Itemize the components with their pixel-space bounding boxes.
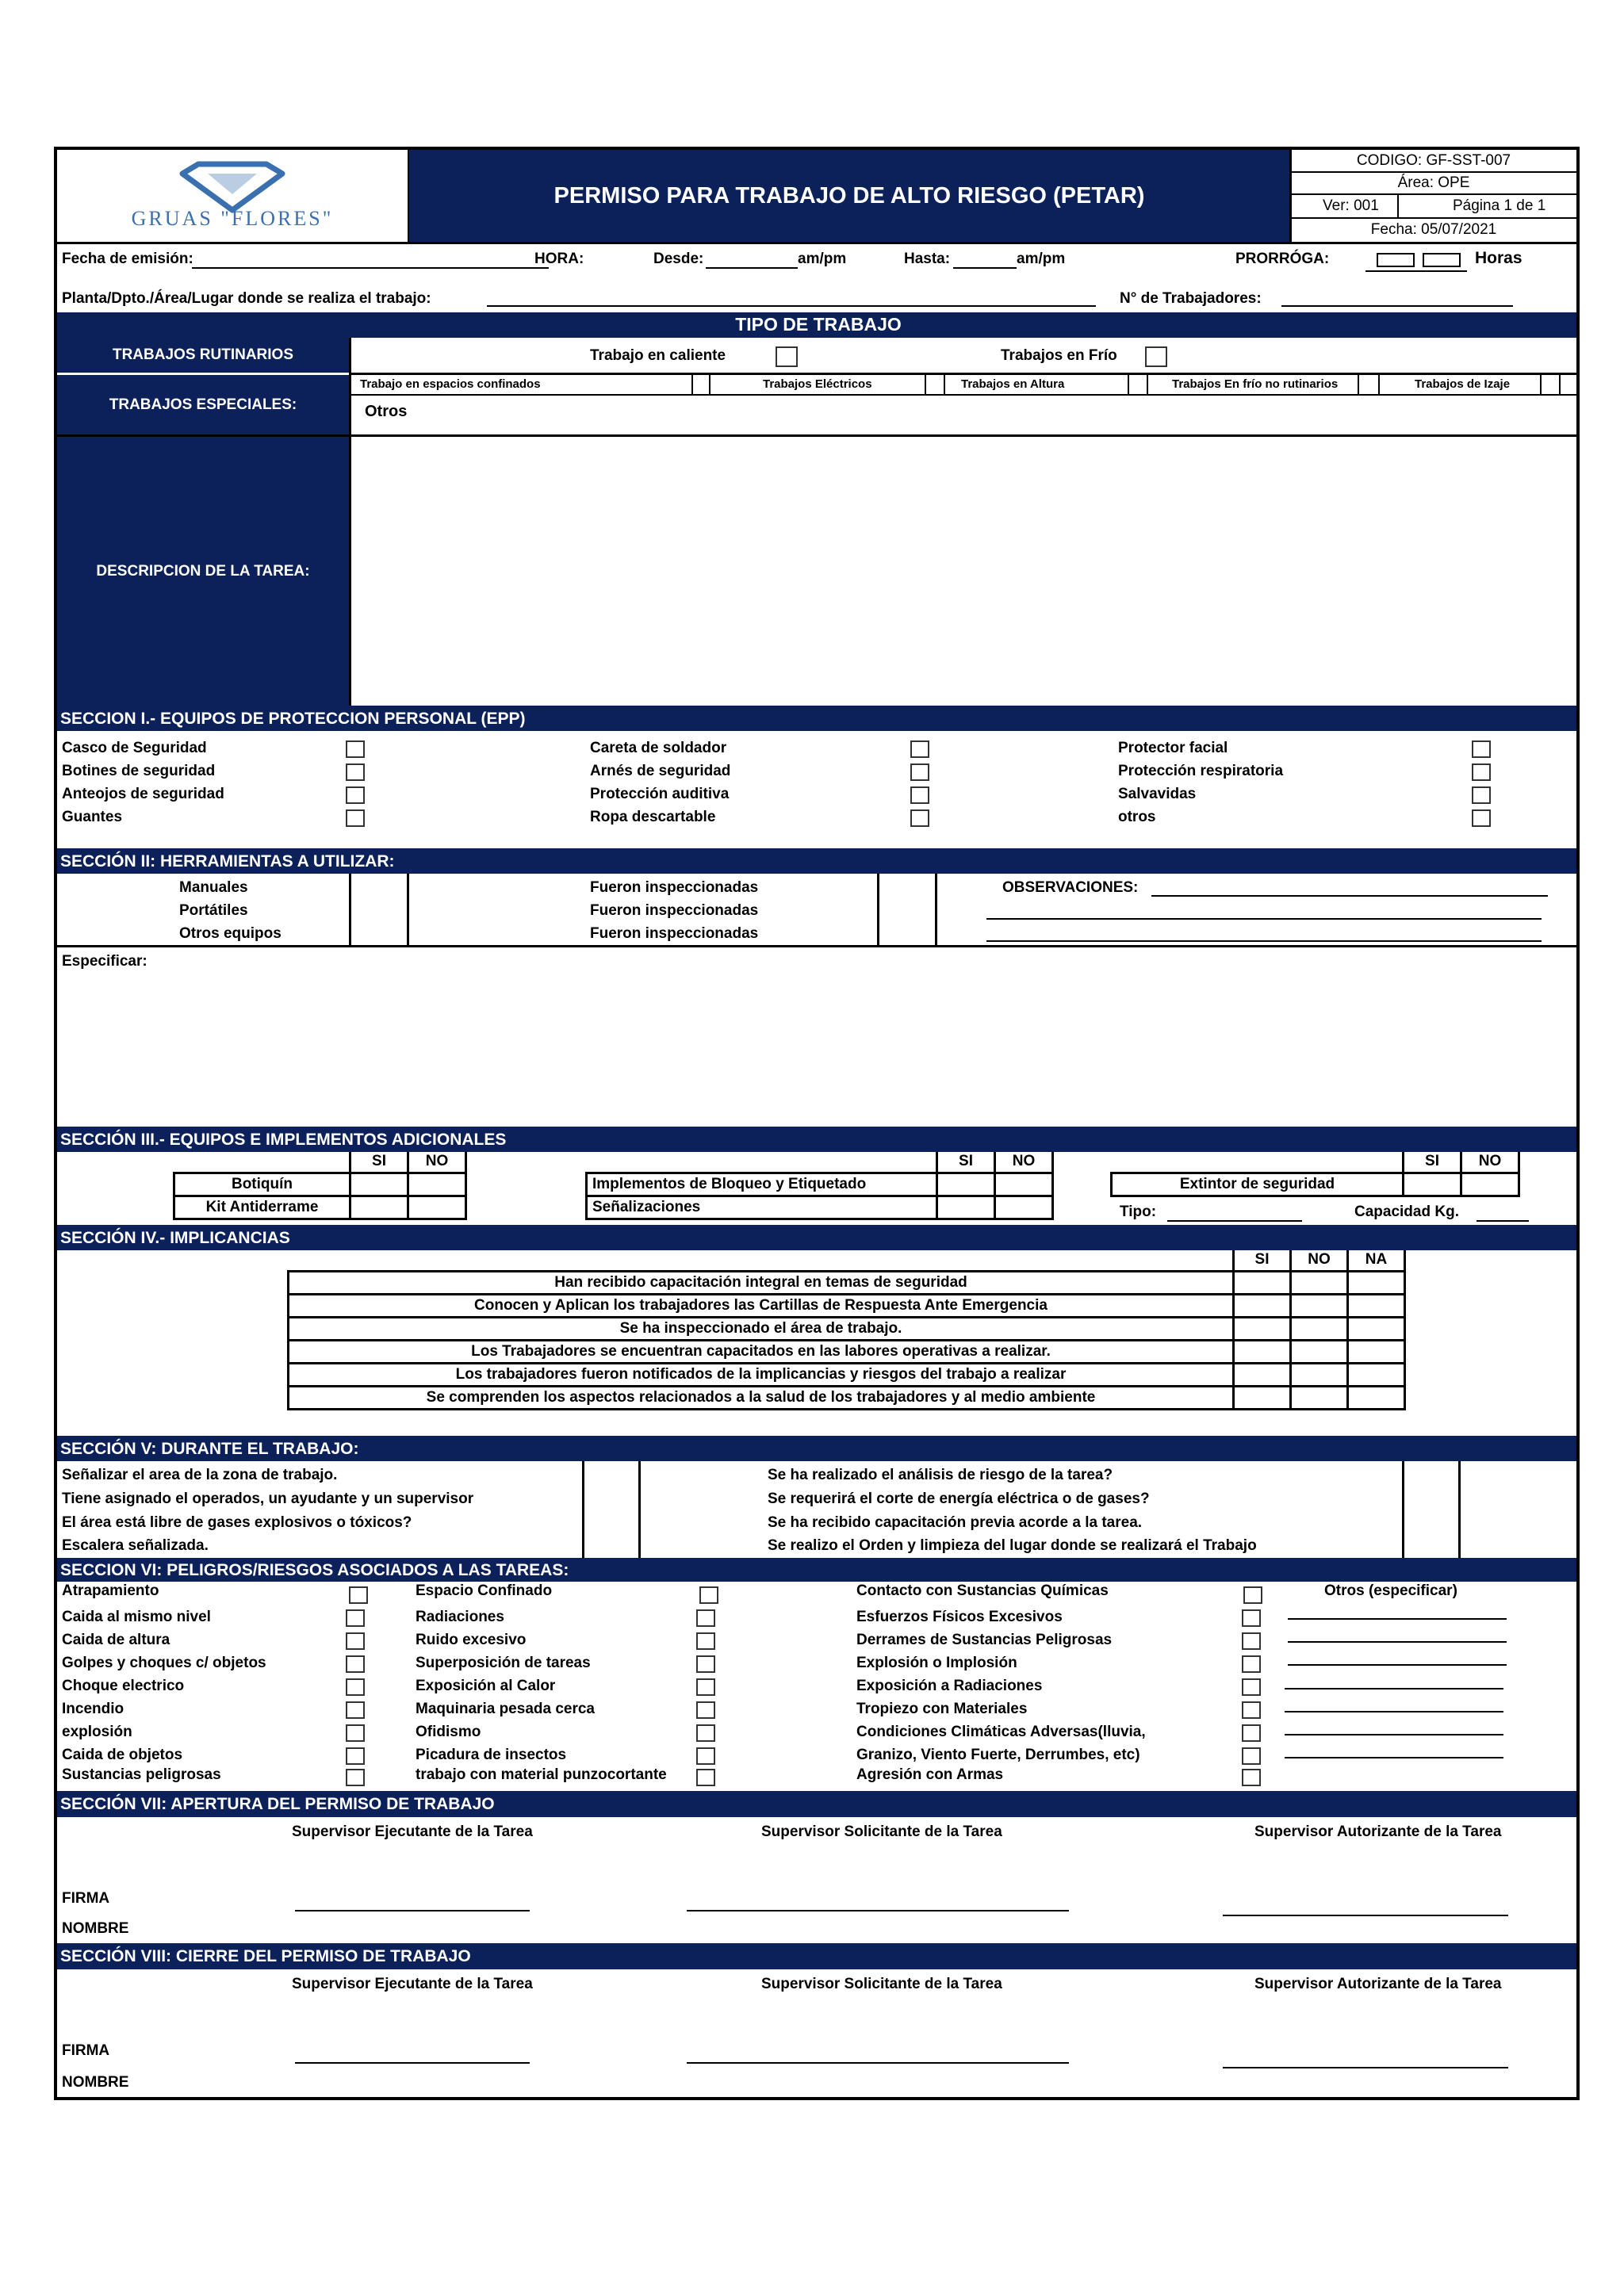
bloqueo-si[interactable]: [936, 1172, 996, 1197]
implicancia-row-5: Los trabajadores fueron notificados de la implicancias y riesgos del trabajo a realizar: [287, 1362, 1235, 1387]
otros-line-3[interactable]: [1288, 1664, 1507, 1666]
tool-portatiles-box[interactable]: [349, 896, 409, 920]
implicancia-4-si[interactable]: [1232, 1339, 1292, 1364]
doc-control: [1291, 150, 1576, 242]
riesgo-c1-2: Caida al mismo nivel: [62, 1609, 211, 1625]
sec4-na-header: NA: [1346, 1250, 1406, 1272]
riesgo-c1-5-checkbox[interactable]: [346, 1678, 365, 1696]
desde-label: Desde:: [653, 251, 704, 267]
riesgo-c3-6: Tropiezo con Materiales: [856, 1701, 1028, 1717]
implicancia-4-no[interactable]: [1289, 1339, 1349, 1364]
otros-line-5[interactable]: [1285, 1711, 1503, 1712]
durante-right-4-box[interactable]: [1402, 1530, 1461, 1558]
especial-altura-label: Trabajos en Altura: [961, 377, 1065, 391]
otros-line-1[interactable]: [1288, 1618, 1507, 1620]
durante-right-2-box[interactable]: [1402, 1484, 1461, 1510]
bloqueo-no[interactable]: [994, 1172, 1054, 1197]
sec3-no-header-2: NO: [994, 1152, 1054, 1174]
epp-anteojos-label: Anteojos de seguridad: [62, 786, 224, 802]
extintor-no[interactable]: [1460, 1172, 1520, 1197]
riesgo-c1-3: Caida de altura: [62, 1632, 170, 1648]
riesgo-c1-8: Caida de objetos: [62, 1747, 183, 1763]
cierre-firma-autorizante[interactable]: [1223, 2067, 1508, 2068]
epp-respiratoria-label: Protección respiratoria: [1118, 763, 1284, 779]
kit-si[interactable]: [349, 1195, 409, 1220]
implicancia-2-no[interactable]: [1289, 1293, 1349, 1318]
riesgo-c1-4: Golpes y choques c/ objetos: [62, 1655, 266, 1671]
especial-altura-checkbox[interactable]: [1129, 375, 1148, 394]
extintor-label: Extintor de seguridad: [1110, 1172, 1404, 1197]
riesgo-c3-9-checkbox[interactable]: [1242, 1769, 1261, 1786]
riesgo-c1-7: explosión: [62, 1724, 132, 1740]
desde-field[interactable]: [706, 267, 798, 269]
fecha-emision-label: Fecha de emisión:: [62, 251, 193, 267]
bloqueo-label: Implementos de Bloqueo y Etiquetado: [585, 1172, 938, 1197]
sec3-si-header-1: SI: [349, 1152, 409, 1174]
epp-botines-checkbox[interactable]: [346, 763, 365, 781]
epp-guantes-label: Guantes: [62, 809, 123, 825]
riesgo-c3-7-checkbox[interactable]: [1242, 1724, 1261, 1742]
especiales-row: [350, 375, 1576, 394]
durante-right-1-box[interactable]: [1402, 1461, 1461, 1487]
riesgo-c2-3-checkbox[interactable]: [696, 1632, 715, 1650]
especial-izaje-checkbox[interactable]: [1542, 375, 1561, 394]
sec4-si-header: SI: [1232, 1250, 1292, 1272]
sec8-heading: SECCIÓN VIII: CIERRE DEL PERMISO DE TRABAJO: [57, 1943, 1576, 1969]
implicancia-row-4: Los Trabajadores se encuentran capacitados en las labores operativas a realizar.: [287, 1339, 1235, 1364]
sec6-heading: SECCION VI: PELIGROS/RIESGOS ASOCIADOS A LAS TAREAS:: [57, 1558, 1576, 1582]
tipo-trabajo-heading: TIPO DE TRABAJO: [57, 312, 1576, 338]
apertura-firma-ejecutante[interactable]: [295, 1910, 530, 1911]
implicancia-5-si[interactable]: [1232, 1362, 1292, 1387]
riesgo-c1-6-checkbox[interactable]: [346, 1701, 365, 1719]
especial-frio-checkbox[interactable]: [1359, 375, 1380, 394]
epp-ropa-checkbox[interactable]: [910, 809, 929, 827]
senalizaciones-label: Señalizaciones: [585, 1195, 938, 1220]
riesgo-c2-2: Radiaciones: [416, 1609, 504, 1625]
botiquin-si[interactable]: [349, 1172, 409, 1197]
kit-no[interactable]: [407, 1195, 467, 1220]
epp-ropa-label: Ropa descartable: [590, 809, 716, 825]
riesgo-c3-1: Contacto con Sustancias Químicas: [856, 1582, 1109, 1599]
implicancia-6-si[interactable]: [1232, 1385, 1292, 1410]
cierre-firma-label: FIRMA: [62, 2042, 110, 2059]
riesgo-c2-8-checkbox[interactable]: [696, 1747, 715, 1765]
durante-trabajo-list: [57, 1461, 1576, 1558]
trabajos-especiales-label: TRABAJOS ESPECIALES:: [57, 375, 349, 435]
riesgo-c2-1: Espacio Confinado: [416, 1582, 553, 1599]
implicancia-4-na[interactable]: [1346, 1339, 1406, 1364]
especial-electricos-checkbox[interactable]: [926, 375, 945, 394]
riesgo-c3-2-checkbox[interactable]: [1242, 1609, 1261, 1627]
riesgo-c1-9-checkbox[interactable]: [346, 1769, 365, 1786]
especial-frio-label: Trabajos En frío no rutinarios: [1172, 377, 1339, 391]
epp-otros-checkbox[interactable]: [1472, 809, 1491, 827]
riesgo-c3-5-checkbox[interactable]: [1242, 1678, 1261, 1696]
epp-facial-checkbox[interactable]: [1472, 740, 1491, 758]
logo-text: GRUAS "FLORES": [131, 207, 334, 230]
cierre-firma-solicitante[interactable]: [687, 2062, 1069, 2064]
riesgo-c3-2: Esfuerzos Físicos Excesivos: [856, 1609, 1063, 1625]
trabajo-caliente-checkbox[interactable]: [776, 346, 798, 367]
epp-careta-label: Careta de soldador: [590, 740, 727, 756]
implicancia-3-na[interactable]: [1346, 1316, 1406, 1341]
epp-arnes-label: Arnés de seguridad: [590, 763, 731, 779]
implicancia-3-si[interactable]: [1232, 1316, 1292, 1341]
epp-auditiva-checkbox[interactable]: [910, 786, 929, 804]
implicancia-2-na[interactable]: [1346, 1293, 1406, 1318]
otros-line-2[interactable]: [1288, 1641, 1507, 1643]
epp-salvavidas-checkbox[interactable]: [1472, 786, 1491, 804]
riesgo-c2-1-checkbox[interactable]: [699, 1586, 718, 1604]
durante-left-3: El área está libre de gases explosivos o tóxicos?: [62, 1514, 412, 1531]
durante-left-1-box[interactable]: [582, 1461, 641, 1487]
botiquin-label: Botiquín: [173, 1172, 351, 1197]
hasta-field[interactable]: [953, 267, 1017, 269]
prorroga-label: PRORRÓGA:: [1235, 251, 1330, 267]
apertura-firma-label: FIRMA: [62, 1890, 110, 1907]
tool-otros-label: Otros equipos: [179, 925, 282, 942]
riesgo-c2-4-checkbox[interactable]: [696, 1655, 715, 1673]
cierre-sup-ejecutante: Supervisor Ejecutante de la Tarea: [292, 1976, 533, 1992]
riesgo-c3-1-checkbox[interactable]: [1243, 1586, 1262, 1604]
sec4-heading: SECCIÓN IV.- IMPLICANCIAS: [57, 1225, 1576, 1250]
especial-electricos-label: Trabajos Eléctricos: [763, 377, 872, 391]
riesgo-c2-5: Exposición al Calor: [416, 1678, 556, 1694]
fecha-emision-field[interactable]: [192, 267, 549, 269]
implicancias-table: [287, 1270, 1406, 1413]
riesgo-c1-3-checkbox[interactable]: [346, 1632, 365, 1650]
riesgo-c3-8-checkbox[interactable]: [1242, 1747, 1261, 1765]
tool-inspected-2-label: Fueron inspeccionadas: [590, 902, 759, 919]
otros-line-6[interactable]: [1285, 1734, 1503, 1735]
sec4-no-header: NO: [1289, 1250, 1349, 1272]
tipo-field[interactable]: [1167, 1220, 1302, 1222]
riesgo-c3-3: Derrames de Sustancias Peligrosas: [856, 1632, 1113, 1648]
implicancia-5-na[interactable]: [1346, 1362, 1406, 1387]
planta-field[interactable]: [487, 305, 1096, 307]
extintor-si[interactable]: [1402, 1172, 1462, 1197]
otros-line-7[interactable]: [1285, 1757, 1503, 1758]
implicancia-2-si[interactable]: [1232, 1293, 1292, 1318]
riesgo-c2-8: Picadura de insectos: [416, 1747, 567, 1763]
tool-inspected-1-box[interactable]: [877, 874, 937, 897]
observaciones-line-3[interactable]: [986, 940, 1542, 942]
riesgo-c3-5: Exposición a Radiaciones: [856, 1678, 1043, 1694]
especial-izaje-label: Trabajos de Izaje: [1415, 377, 1511, 391]
tool-otros-box[interactable]: [349, 918, 409, 945]
pagina: Página 1 de 1: [1453, 197, 1546, 214]
riesgo-c2-2-checkbox[interactable]: [696, 1609, 715, 1627]
riesgo-c1-6: Incendio: [62, 1701, 124, 1717]
riesgo-c1-4-checkbox[interactable]: [346, 1655, 365, 1673]
sec7-heading: SECCIÓN VII: APERTURA DEL PERMISO DE TRABAJO: [57, 1791, 1576, 1817]
form-title: [409, 150, 1289, 242]
epp-arnes-checkbox[interactable]: [910, 763, 929, 781]
sec3-si-header-3: SI: [1402, 1152, 1462, 1174]
trabajo-caliente-label: Trabajo en caliente: [590, 347, 726, 364]
riesgo-c2-6-checkbox[interactable]: [696, 1701, 715, 1719]
implicancia-6-na[interactable]: [1346, 1385, 1406, 1410]
tool-inspected-3-label: Fueron inspeccionadas: [590, 925, 759, 942]
tipo-label: Tipo:: [1120, 1203, 1157, 1220]
riesgo-c3-4: Explosión o Implosión: [856, 1655, 1017, 1671]
riesgo-c2-5-checkbox[interactable]: [696, 1678, 715, 1696]
codigo: CODIGO: GF-SST-007: [1356, 152, 1511, 169]
tool-portatiles-label: Portátiles: [179, 902, 248, 919]
durante-right-3: Se ha recibido capacitación previa acorde a la tarea.: [768, 1514, 1143, 1531]
logo: [57, 150, 408, 242]
trabajos-rutinarios-label: TRABAJOS RUTINARIOS: [57, 338, 349, 373]
kit-label: Kit Antiderrame: [173, 1195, 351, 1220]
durante-right-4: Se realizo el Orden y limpieza del lugar donde se realizará el Trabajo: [768, 1537, 1257, 1554]
tool-manuales-label: Manuales: [179, 879, 248, 896]
tool-manuales-box[interactable]: [349, 874, 409, 897]
apertura-firma-solicitante[interactable]: [687, 1910, 1069, 1911]
implicancia-row-3: Se ha inspeccionado el área de trabajo.: [287, 1316, 1235, 1341]
tool-inspected-2-box[interactable]: [877, 896, 937, 920]
riesgo-c1-7-checkbox[interactable]: [346, 1724, 365, 1742]
epp-facial-label: Protector facial: [1118, 740, 1228, 756]
trabajadores-field[interactable]: [1281, 305, 1513, 307]
especial-confinados-label: Trabajo en espacios confinados: [360, 377, 541, 391]
epp-careta-checkbox[interactable]: [910, 740, 929, 758]
implicancia-3-no[interactable]: [1289, 1316, 1349, 1341]
implicancia-row-2: Conocen y Aplican los trabajadores las Cartillas de Respuesta Ante Emergencia: [287, 1293, 1235, 1318]
implicancia-6-no[interactable]: [1289, 1385, 1349, 1410]
riesgo-c1-1-checkbox[interactable]: [349, 1586, 368, 1604]
ampm-label-2: am/pm: [1017, 251, 1066, 267]
trabajadores-label: N° de Trabajadores:: [1120, 290, 1262, 307]
epp-anteojos-checkbox[interactable]: [346, 786, 365, 804]
riesgo-c2-6: Maquinaria pesada cerca: [416, 1701, 595, 1717]
otros-label: Otros: [365, 403, 408, 420]
planta-label: Planta/Dpto./Área/Lugar donde se realiza el trabajo:: [62, 290, 431, 307]
implicancia-1-na[interactable]: [1346, 1270, 1406, 1295]
epp-otros-label: otros: [1118, 809, 1156, 825]
senalizaciones-si[interactable]: [936, 1195, 996, 1220]
riesgo-c2-3: Ruido excesivo: [416, 1632, 527, 1648]
epp-list: [57, 731, 1576, 825]
implicancia-row-1: Han recibido capacitación integral en temas de seguridad: [287, 1270, 1235, 1295]
riesgo-c3-3-checkbox[interactable]: [1242, 1632, 1261, 1650]
epp-casco-label: Casco de Seguridad: [62, 740, 207, 756]
permit-form: [54, 147, 1580, 2100]
botiquin-no[interactable]: [407, 1172, 467, 1197]
tools-grid: [57, 874, 1576, 945]
fecha-version: Fecha: 05/07/2021: [1370, 221, 1497, 238]
riesgo-c3-8: Granizo, Viento Fuerte, Derrumbes, etc): [856, 1747, 1140, 1763]
sec3-no-header-1: NO: [407, 1152, 467, 1174]
horas-label: Horas: [1475, 249, 1522, 267]
riesgo-c2-9: trabajo con material punzocortante: [416, 1766, 667, 1783]
riesgo-c3-9: Agresión con Armas: [856, 1766, 1004, 1783]
riesgo-c1-5: Choque electrico: [62, 1678, 185, 1694]
riesgo-c1-1: Atrapamiento: [62, 1582, 159, 1599]
otros-especificar-label: Otros (especificar): [1324, 1582, 1457, 1599]
form-title-text: PERMISO PARA TRABAJO DE ALTO RIESGO (PETAR): [553, 182, 1145, 209]
especial-confinados-checkbox[interactable]: [693, 375, 710, 394]
sec5-heading: SECCIÓN V: DURANTE EL TRABAJO:: [57, 1436, 1576, 1461]
epp-casco-checkbox[interactable]: [346, 740, 365, 758]
tool-inspected-3-box[interactable]: [877, 918, 937, 945]
especificar-label: Especificar:: [62, 953, 147, 970]
observaciones-label: OBSERVACIONES:: [1002, 879, 1139, 896]
trabajos-frio-checkbox[interactable]: [1145, 346, 1167, 367]
durante-right-2: Se requerirá el corte de energía eléctrica o de gases?: [768, 1490, 1150, 1507]
epp-guantes-checkbox[interactable]: [346, 809, 365, 827]
riesgo-c2-7: Ofidismo: [416, 1724, 481, 1740]
senalizaciones-no[interactable]: [994, 1195, 1054, 1220]
apertura-nombre-label: NOMBRE: [62, 1920, 129, 1937]
riesgo-c3-6-checkbox[interactable]: [1242, 1701, 1261, 1719]
hasta-label: Hasta:: [904, 251, 951, 267]
capacidad-label: Capacidad Kg.: [1354, 1203, 1459, 1220]
cierre-sup-solicitante: Supervisor Solicitante de la Tarea: [761, 1976, 1002, 1992]
riesgo-c1-8-checkbox[interactable]: [346, 1747, 365, 1765]
sec3-si-header-2: SI: [936, 1152, 996, 1174]
implicancia-1-no[interactable]: [1289, 1270, 1349, 1295]
durante-left-2-box[interactable]: [582, 1484, 641, 1510]
observaciones-line-1[interactable]: [1151, 895, 1548, 897]
otros-line-4[interactable]: [1285, 1688, 1503, 1689]
durante-left-4-box[interactable]: [582, 1530, 641, 1558]
cierre-firma-ejecutante[interactable]: [295, 2062, 530, 2064]
cierre-nombre-label: NOMBRE: [62, 2074, 129, 2091]
apertura-firma-autorizante[interactable]: [1223, 1915, 1508, 1916]
hora-label: HORA:: [534, 251, 584, 267]
cierre-sup-autorizante: Supervisor Autorizante de la Tarea: [1254, 1976, 1502, 1992]
sec3-no-header-3: NO: [1460, 1152, 1520, 1174]
especificar-field[interactable]: [57, 974, 1576, 1117]
implicancia-row-6: Se comprenden los aspectos relacionados a la salud de los trabajadores y al medio ambiente: [287, 1385, 1235, 1410]
durante-left-2: Tiene asignado el operados, un ayudante y un supervisor: [62, 1490, 474, 1507]
riesgos-list: [57, 1582, 1576, 1791]
descripcion-label: DESCRIPCION DE LA TAREA:: [57, 437, 349, 706]
apertura-sup-solicitante: Supervisor Solicitante de la Tarea: [761, 1823, 1002, 1840]
apertura-sup-ejecutante: Supervisor Ejecutante de la Tarea: [292, 1823, 533, 1840]
durante-left-1: Señalizar el area de la zona de trabajo.: [62, 1467, 338, 1483]
epp-botines-label: Botines de seguridad: [62, 763, 216, 779]
prorroga-box-1[interactable]: [1377, 253, 1415, 267]
apertura-sup-autorizante: Supervisor Autorizante de la Tarea: [1254, 1823, 1502, 1840]
implicancia-1-si[interactable]: [1232, 1270, 1292, 1295]
durante-right-1: Se ha realizado el análisis de riesgo de la tarea?: [768, 1467, 1113, 1483]
descripcion-field[interactable]: [351, 437, 1576, 706]
riesgo-c3-4-checkbox[interactable]: [1242, 1655, 1261, 1673]
riesgo-c3-7: Condiciones Climáticas Adversas(lluvia,: [856, 1724, 1146, 1740]
sec3-heading: SECCIÓN III.- EQUIPOS E IMPLEMENTOS ADICIONALES: [57, 1127, 1576, 1152]
epp-salvavidas-label: Salvavidas: [1118, 786, 1197, 802]
riesgo-c1-9: Sustancias peligrosas: [62, 1766, 221, 1783]
riesgo-c2-9-checkbox[interactable]: [696, 1769, 715, 1786]
capacidad-field[interactable]: [1477, 1220, 1529, 1222]
prorroga-box-2[interactable]: [1423, 253, 1461, 267]
observaciones-line-2[interactable]: [986, 918, 1542, 920]
implicancia-5-no[interactable]: [1289, 1362, 1349, 1387]
riesgo-c2-4: Superposición de tareas: [416, 1655, 591, 1671]
tool-inspected-1-label: Fueron inspeccionadas: [590, 879, 759, 896]
riesgo-c2-7-checkbox[interactable]: [696, 1724, 715, 1742]
ampm-label-1: am/pm: [798, 251, 847, 267]
durante-left-4: Escalera señalizada.: [62, 1537, 209, 1554]
epp-auditiva-label: Protección auditiva: [590, 786, 730, 802]
epp-respiratoria-checkbox[interactable]: [1472, 763, 1491, 781]
riesgo-c1-2-checkbox[interactable]: [346, 1609, 365, 1627]
trabajos-frio-label: Trabajos en Frío: [1001, 347, 1117, 364]
sec2-heading: SECCIÓN II: HERRAMIENTAS A UTILIZAR:: [57, 848, 1576, 874]
sec1-heading: SECCION I.- EQUIPOS DE PROTECCION PERSONAL (EPP): [57, 706, 1576, 731]
version: Ver: 001: [1323, 197, 1379, 214]
durante-right-3-box[interactable]: [1402, 1507, 1461, 1533]
durante-left-3-box[interactable]: [582, 1507, 641, 1533]
area: Área: OPE: [1397, 174, 1470, 191]
